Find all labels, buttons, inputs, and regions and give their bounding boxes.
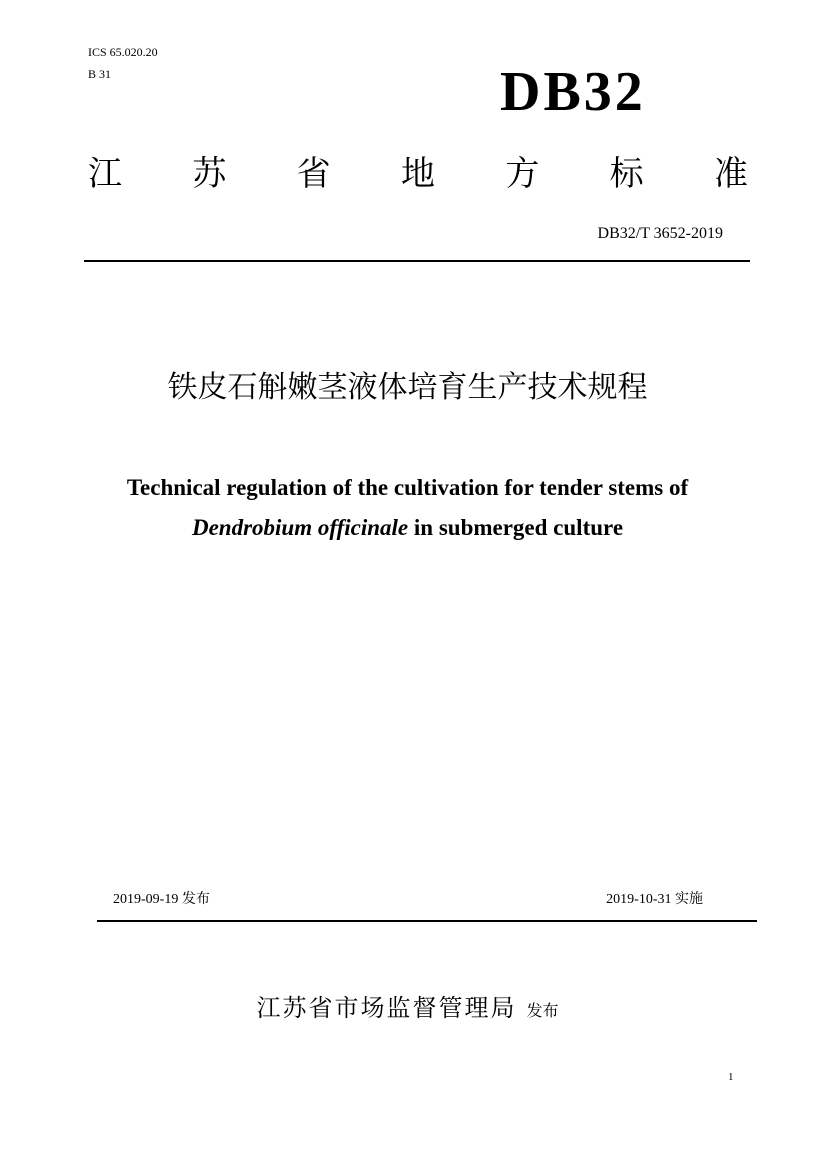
standard-type-char: 方: [505, 154, 540, 194]
standard-number: DB32/T 3652-2019: [597, 225, 723, 242]
standard-type-char: 地: [400, 154, 435, 194]
english-title-line-1: Technical regulation of the cultivation for tender stems of: [126, 475, 689, 500]
english-title-line-2: [0, 513, 815, 543]
page-number: 1: [728, 1071, 734, 1083]
species-name: Dendrobium officinale: [191, 515, 409, 540]
standard-code-logo: DB32: [500, 61, 646, 123]
english-title-rest: in submerged culture: [408, 515, 624, 540]
ics-code: ICS 65.020.20: [88, 45, 158, 59]
standard-type-char: 准: [713, 154, 748, 194]
standard-type-char: 标: [609, 154, 644, 194]
bottom-divider: [97, 920, 757, 922]
standard-type: [88, 152, 748, 196]
standard-type-char: 省: [296, 154, 331, 194]
ccs-code: B 31: [88, 67, 112, 81]
issuer-suffix: 发布: [526, 1001, 559, 1020]
issue-date: 2019-09-19 发布: [113, 892, 210, 907]
issuer: [0, 988, 815, 1023]
implementation-date: 2019-10-31 实施: [606, 892, 703, 907]
standard-type-char: 江: [88, 154, 122, 194]
issuer-name: 江苏省市场监督管理局: [256, 994, 517, 1022]
chinese-title: 铁皮石斛嫩茎液体培育生产技术规程: [167, 370, 648, 405]
standard-type-char: 苏: [192, 154, 227, 194]
top-divider: [84, 260, 750, 262]
